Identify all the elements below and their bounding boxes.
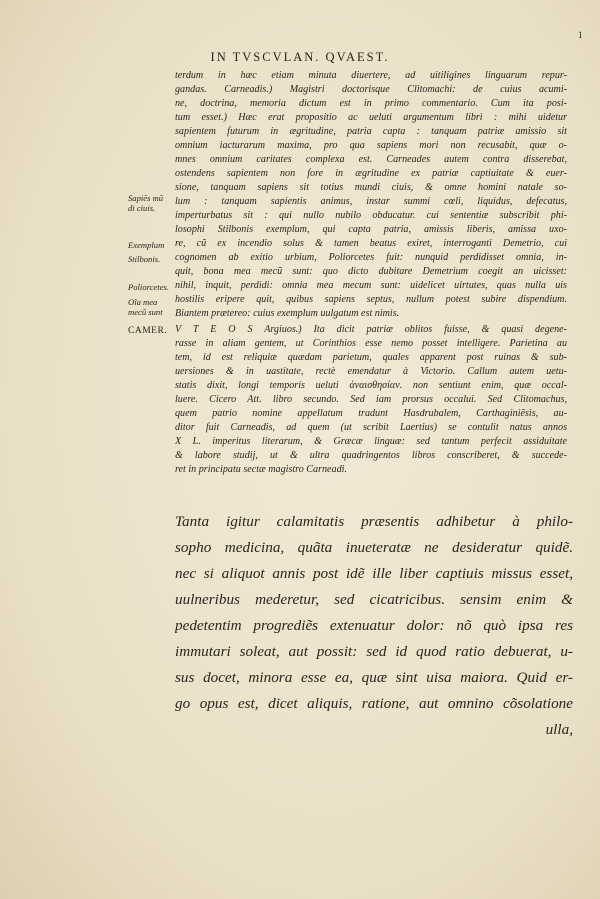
folio-number: 1 [578, 30, 583, 40]
commentary-line: rasse in aliam gentem, ut Corinthios esse nemo posset intelligere. Parietina au [175, 338, 567, 349]
commentary-line: sione, tanquam sapiens sit totius mundi ciuis, & omne homini natale so- [175, 182, 567, 193]
commentary-line: tem, id est reliquiæ quædam parietum, quales apparent post ruinas & sub- [175, 352, 567, 363]
main-text-line: uulneribus mederetur, sed cicatricibus. sensim enim & [175, 591, 573, 608]
commentary-line: ostendens sapientem non fore in ægritudine ex patriæ captiuitate & euer- [175, 168, 567, 179]
commentary-line: V T E O S Argiuos.) Ita dicit patriæ oblitos fuisse, & quasi degene- [175, 324, 567, 335]
commentary-line: Biantem prætereo: cuius exemplum uulgatum est nimis. [175, 308, 400, 319]
main-text-line: nec si aliquot annis post idẽ ille liber captiuis missus esset, [175, 565, 573, 582]
commentary-line: losophi Stilbonis exemplum, qui capta patria, amissis liberis, amissa uxo- [175, 224, 567, 235]
commentary-line: quem patrio nomine appellatum tradunt Hasdrubalem, Carthaginiẽsis, au- [175, 408, 567, 419]
main-text-line: ulla, [545, 721, 573, 738]
main-text-line: immutari soleat, aut possit: sed id quod ratio debuerat, u- [175, 643, 573, 660]
commentary-line: statis dixit, longi temporis ueluti ἀναισθησίαν. non sentiunt enim, quæ occal- [175, 380, 567, 391]
running-title: IN TVSCVLAN. QVAEST. [210, 50, 390, 64]
commentary-line: uersiones & in uastitate, rectè emendatur à Victorio. Callum autem uetu- [175, 366, 567, 377]
commentary-line: tum esset.) Hæc erat propositio ac ueluti argumentum libri : mihi uidetur [175, 112, 567, 123]
commentary-line: lum : tanquam sapientis animus, instar summi cœli, liquidus, defecatus, [175, 196, 567, 207]
commentary-line: & labore studij, ut & ultra quadringentos libros conscriberet, & succede- [175, 450, 567, 461]
commentary-line: re, cũ ex incendio solus & tamen beatus exiret, interroganti Demetrio, cui [175, 238, 567, 249]
commentary-line: terdum in hæc etiam minuta diuertere, ad uitiligines linguarum repur- [175, 70, 567, 81]
commentary-line: ne, doctrina, memoria dictum est in primo commentario. Cum ita posi- [175, 98, 567, 109]
commentary-line: sapientem futurum in ægritudine, patria capta : tanquam patriæ amissio sit [175, 126, 567, 137]
main-text-line: Tanta igitur calamitatis præsentis adhibetur à philo- [175, 513, 573, 530]
marginal-note: Sapiẽs mũ [128, 193, 164, 203]
main-text-line: go opus est, dicet aliquis, ratione, aut omnino cõsolatione [175, 695, 573, 712]
commentary-line: hostilis eripere quit, quibus sapiens septus, nullum potest subire dispendium. [175, 294, 567, 305]
commentary-line: cognomen ab exitio urbium, Poliorcetes fuit: nunquid perdidisset omnia, in- [175, 252, 567, 263]
marginal-note: CAMER. [128, 326, 168, 336]
commentary-line: gandas. Carneadis.) Magistri doctorisque Clitomachi: de cuius acumi- [175, 84, 567, 95]
commentary-line: ret in principatu sectæ magistro Carneadi. [175, 464, 347, 475]
main-text-line: sus docet, minora esse ea, quæ sint uisa maiora. Quid er- [175, 669, 573, 686]
marginal-note: Poliorcetes. [128, 282, 169, 292]
commentary-line: quit, bona mea mecũ sunt: quo dicto dubitare Demetrium coegit an uicisset: [175, 266, 567, 277]
commentary-line: omnium iacturarum maxima, pro qua sapiens mori non recusabit, quæ o- [175, 140, 567, 151]
marginal-note: di ciuis. [128, 203, 156, 213]
main-text-line: pedetentim progrediẽs extenuatur dolor: nõ quò ipsa res [175, 617, 573, 634]
commentary-line: mnes omnium caritates complexa est. Carneades autem contra disserebat, [175, 154, 567, 165]
marginal-note: Exemplum [128, 240, 165, 250]
commentary-line: ditor fuit Carneadis, ad quem (ut scribit Laertius) se contulit natus annos [175, 422, 567, 433]
commentary-line: X L. imperitus literarum, & Græcæ linguæ: sed tantum perfecit assiduitate [175, 436, 567, 447]
main-text-line: sopho medicina, quãta inueteratæ ne desideratur quidẽ. [175, 539, 573, 556]
marginal-note: Stilbonis. [128, 254, 161, 264]
commentary-line: nihil, inquit, perdidi: omnia mea mecum sunt: uidelicet uirtutes, quas nulla uis [175, 280, 567, 291]
commentary-line: imperturbatus sit : qui nullo nubilo obducatur. cui sententiæ subscribit phi- [175, 210, 567, 221]
marginal-note: mecũ sunt [128, 307, 163, 317]
marginal-note: Oĩa mea [128, 297, 158, 307]
commentary-line: luere. Cicero Att. libro secundo. Sed iam prorsus occalui. Sed Clitomachus, [175, 394, 567, 405]
